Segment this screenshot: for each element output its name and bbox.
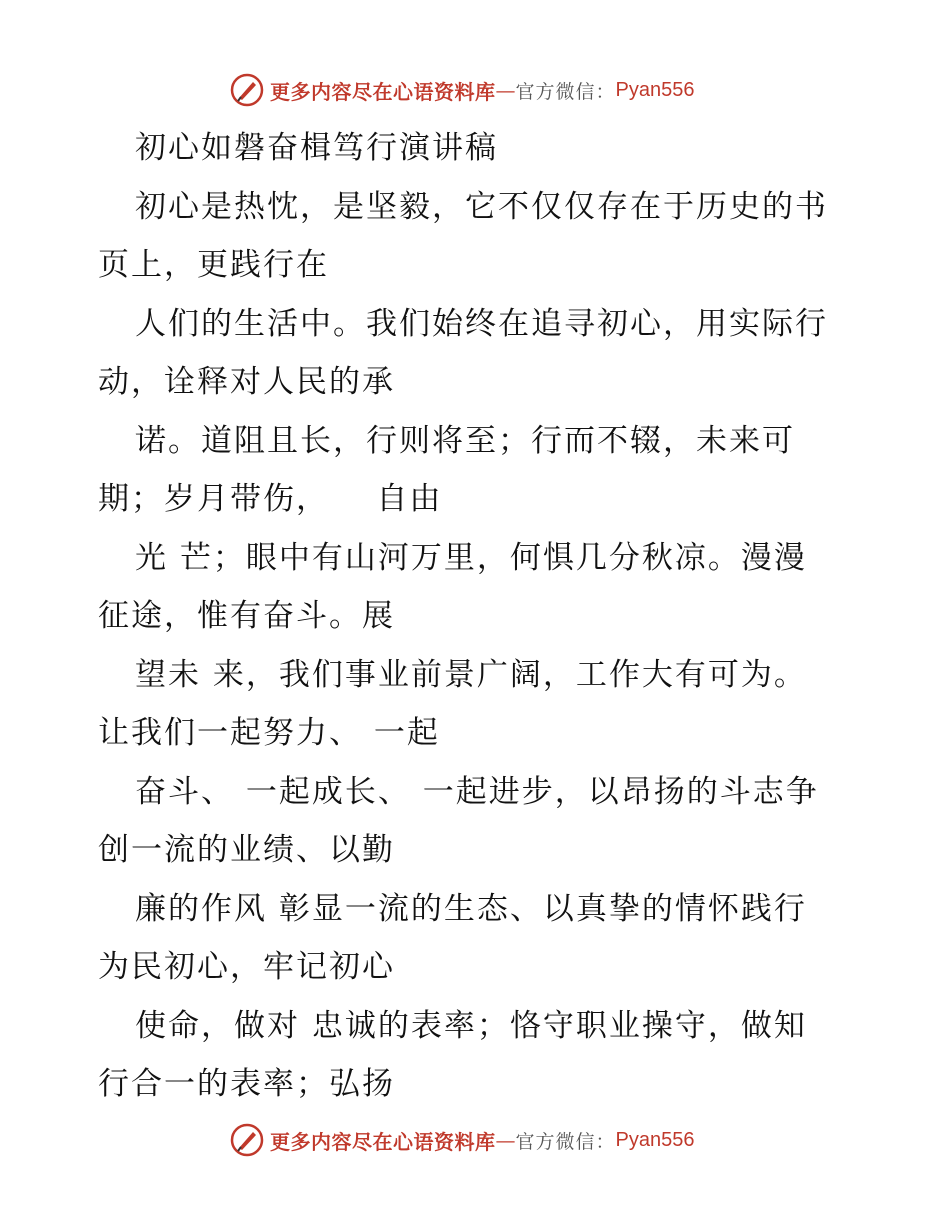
quill-pen-logo-icon <box>230 73 264 107</box>
text-line: 望未 来，我们事业前景广阔，工作大有可为。 <box>135 656 807 693</box>
header-site-text: 更多内容尽在心语资料库 <box>270 79 496 104</box>
text-line: 初心是热忱，是坚毅，它不仅仅存在于历史的书 <box>135 188 828 225</box>
footer-wechat-id: Pyan556 <box>615 1128 695 1151</box>
text-line: 行合一的表率；弘扬 <box>98 1066 395 1102</box>
text-line: 让我们一起努力、 一起 <box>98 715 440 751</box>
header-dash: — <box>495 78 516 102</box>
footer-dash: — <box>495 1128 516 1152</box>
footer-site-text: 更多内容尽在心语资料库 <box>270 1129 496 1154</box>
quill-pen-logo-icon <box>230 1123 264 1157</box>
header-banner <box>230 70 694 110</box>
text-line: 诺。道阻且长，行则将至；行而不辍，未来可 <box>135 422 795 459</box>
document-title: 初心如磐奋楫笃行演讲稿 <box>135 130 498 166</box>
document-body <box>98 119 858 1114</box>
header-wechat-id: Pyan556 <box>615 78 695 101</box>
text-line: 使命，做对 忠诚的表率；恪守职业操守，做知 <box>135 1007 807 1044</box>
text-line: 页上，更践行在 <box>98 247 329 283</box>
text-line: 廉的作风 彰显一流的生态、以真挚的情怀践行 <box>135 890 807 927</box>
header-wechat-label: 官方微信： <box>515 80 616 103</box>
footer-wechat-label: 官方微信： <box>515 1130 616 1153</box>
text-line: 为民初心，牢记初心 <box>98 949 395 985</box>
text-line: 期；岁月带伤， 自由 <box>98 481 443 517</box>
text-line: 动，诠释对人民的承 <box>98 364 395 400</box>
footer-banner <box>230 1120 694 1160</box>
text-line: 光 芒；眼中有山河万里，何惧几分秋凉。漫漫 <box>135 539 807 576</box>
text-line: 征途，惟有奋斗。展 <box>98 598 395 634</box>
text-line: 奋斗、 一起成长、 一起进步，以昂扬的斗志争 <box>135 773 819 810</box>
text-line: 创一流的业绩、以勤 <box>98 832 395 868</box>
text-line: 人们的生活中。我们始终在追寻初心，用实际行 <box>135 305 828 342</box>
